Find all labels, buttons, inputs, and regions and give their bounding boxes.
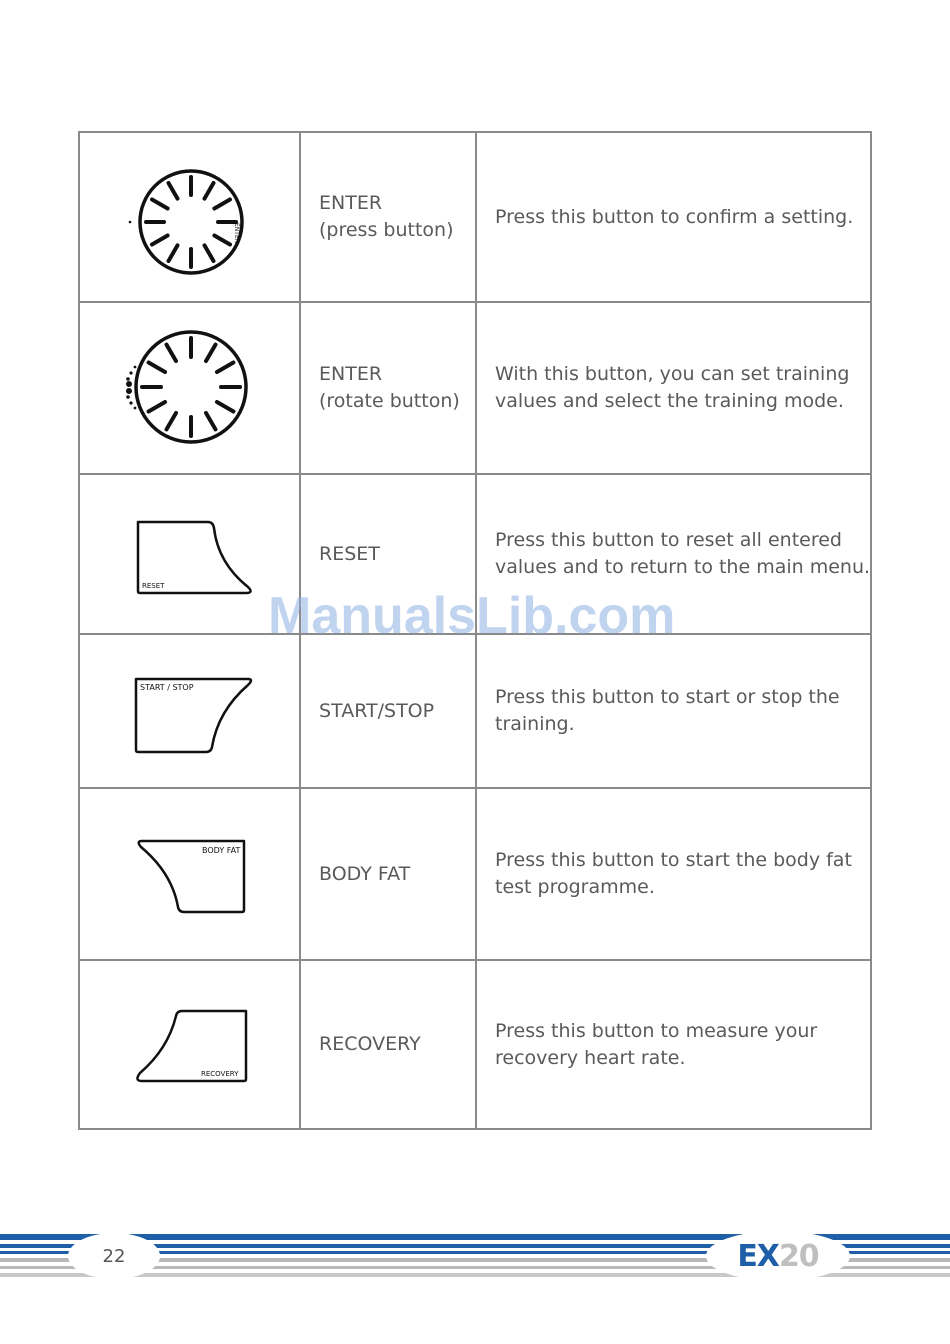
start-stop-icon-label: START / STOP (140, 683, 194, 692)
control-name-cell (301, 789, 477, 959)
rotate-dial-icon (80, 303, 299, 473)
table-row (80, 133, 870, 303)
dial-tick (152, 236, 168, 245)
control-name: BODY FAT (319, 862, 411, 885)
control-description: Press this button to reset all entered values and to return to the main menu. (495, 529, 871, 578)
dial-tick (214, 200, 230, 209)
enter-dial-label: ENTER (233, 223, 240, 243)
description-cell (477, 133, 870, 301)
reset-icon-label: RESET (142, 582, 165, 590)
dial-tick (217, 402, 233, 412)
body-fat-icon-label: BODY FAT (202, 846, 241, 855)
table-row (80, 961, 870, 1128)
icon-cell (80, 635, 301, 787)
control-name: START/STOP (319, 699, 435, 722)
page-number-badge (68, 1233, 160, 1279)
control-description: Press this button to measure your recovery heart rate. (495, 1019, 818, 1069)
control-name: RESET (319, 542, 380, 565)
start-stop-button-icon (80, 635, 299, 787)
watermark: ManualsLib.com (268, 587, 676, 645)
description-cell (477, 789, 870, 959)
brand-logo: EX20 (737, 1238, 819, 1274)
table-row (80, 635, 870, 789)
control-name-cell (301, 133, 477, 301)
table-row (80, 303, 870, 475)
description-cell (477, 303, 870, 473)
body-fat-button-icon (80, 789, 299, 959)
dial-tick (169, 245, 178, 261)
icon-cell (80, 961, 301, 1128)
recovery-button-icon (80, 961, 299, 1126)
control-description: Press this button to start or stop the training. (495, 686, 840, 735)
control-description: Press this button to start the body fat test programme. (495, 849, 852, 898)
dial-tick (167, 345, 177, 361)
dial-tick (205, 245, 214, 261)
control-name-cell (301, 635, 477, 787)
table-row (80, 789, 870, 961)
control-name: ENTER (press button) (319, 192, 454, 241)
control-description: Press this button to confirm a setting. (495, 205, 854, 228)
dial-tick (214, 236, 230, 245)
dial-tick (169, 183, 178, 199)
control-name-cell (301, 961, 477, 1128)
dial-tick (206, 345, 216, 361)
icon-cell (80, 133, 301, 301)
control-name: ENTER (rotate button) (319, 363, 460, 412)
icon-cell (80, 789, 301, 959)
recovery-icon-label: RECOVERY (201, 1070, 239, 1078)
dial-tick (206, 413, 216, 429)
dial-tick (152, 200, 168, 209)
enter-dial-icon (80, 133, 299, 301)
brand-badge (706, 1231, 850, 1281)
description-cell (477, 961, 870, 1128)
control-name-cell (301, 303, 477, 473)
icon-cell (80, 303, 301, 473)
dial-tick (167, 413, 177, 429)
reset-button-icon (80, 475, 299, 633)
dial-tick (149, 402, 165, 412)
control-name: RECOVERY (319, 1033, 421, 1055)
description-cell (477, 635, 870, 787)
dial-tick (149, 363, 165, 373)
page-number: 22 (102, 1245, 126, 1267)
control-description: With this button, you can set training values and select the training mode. (495, 363, 850, 412)
dial-tick (217, 363, 233, 373)
dial-tick (205, 183, 214, 199)
